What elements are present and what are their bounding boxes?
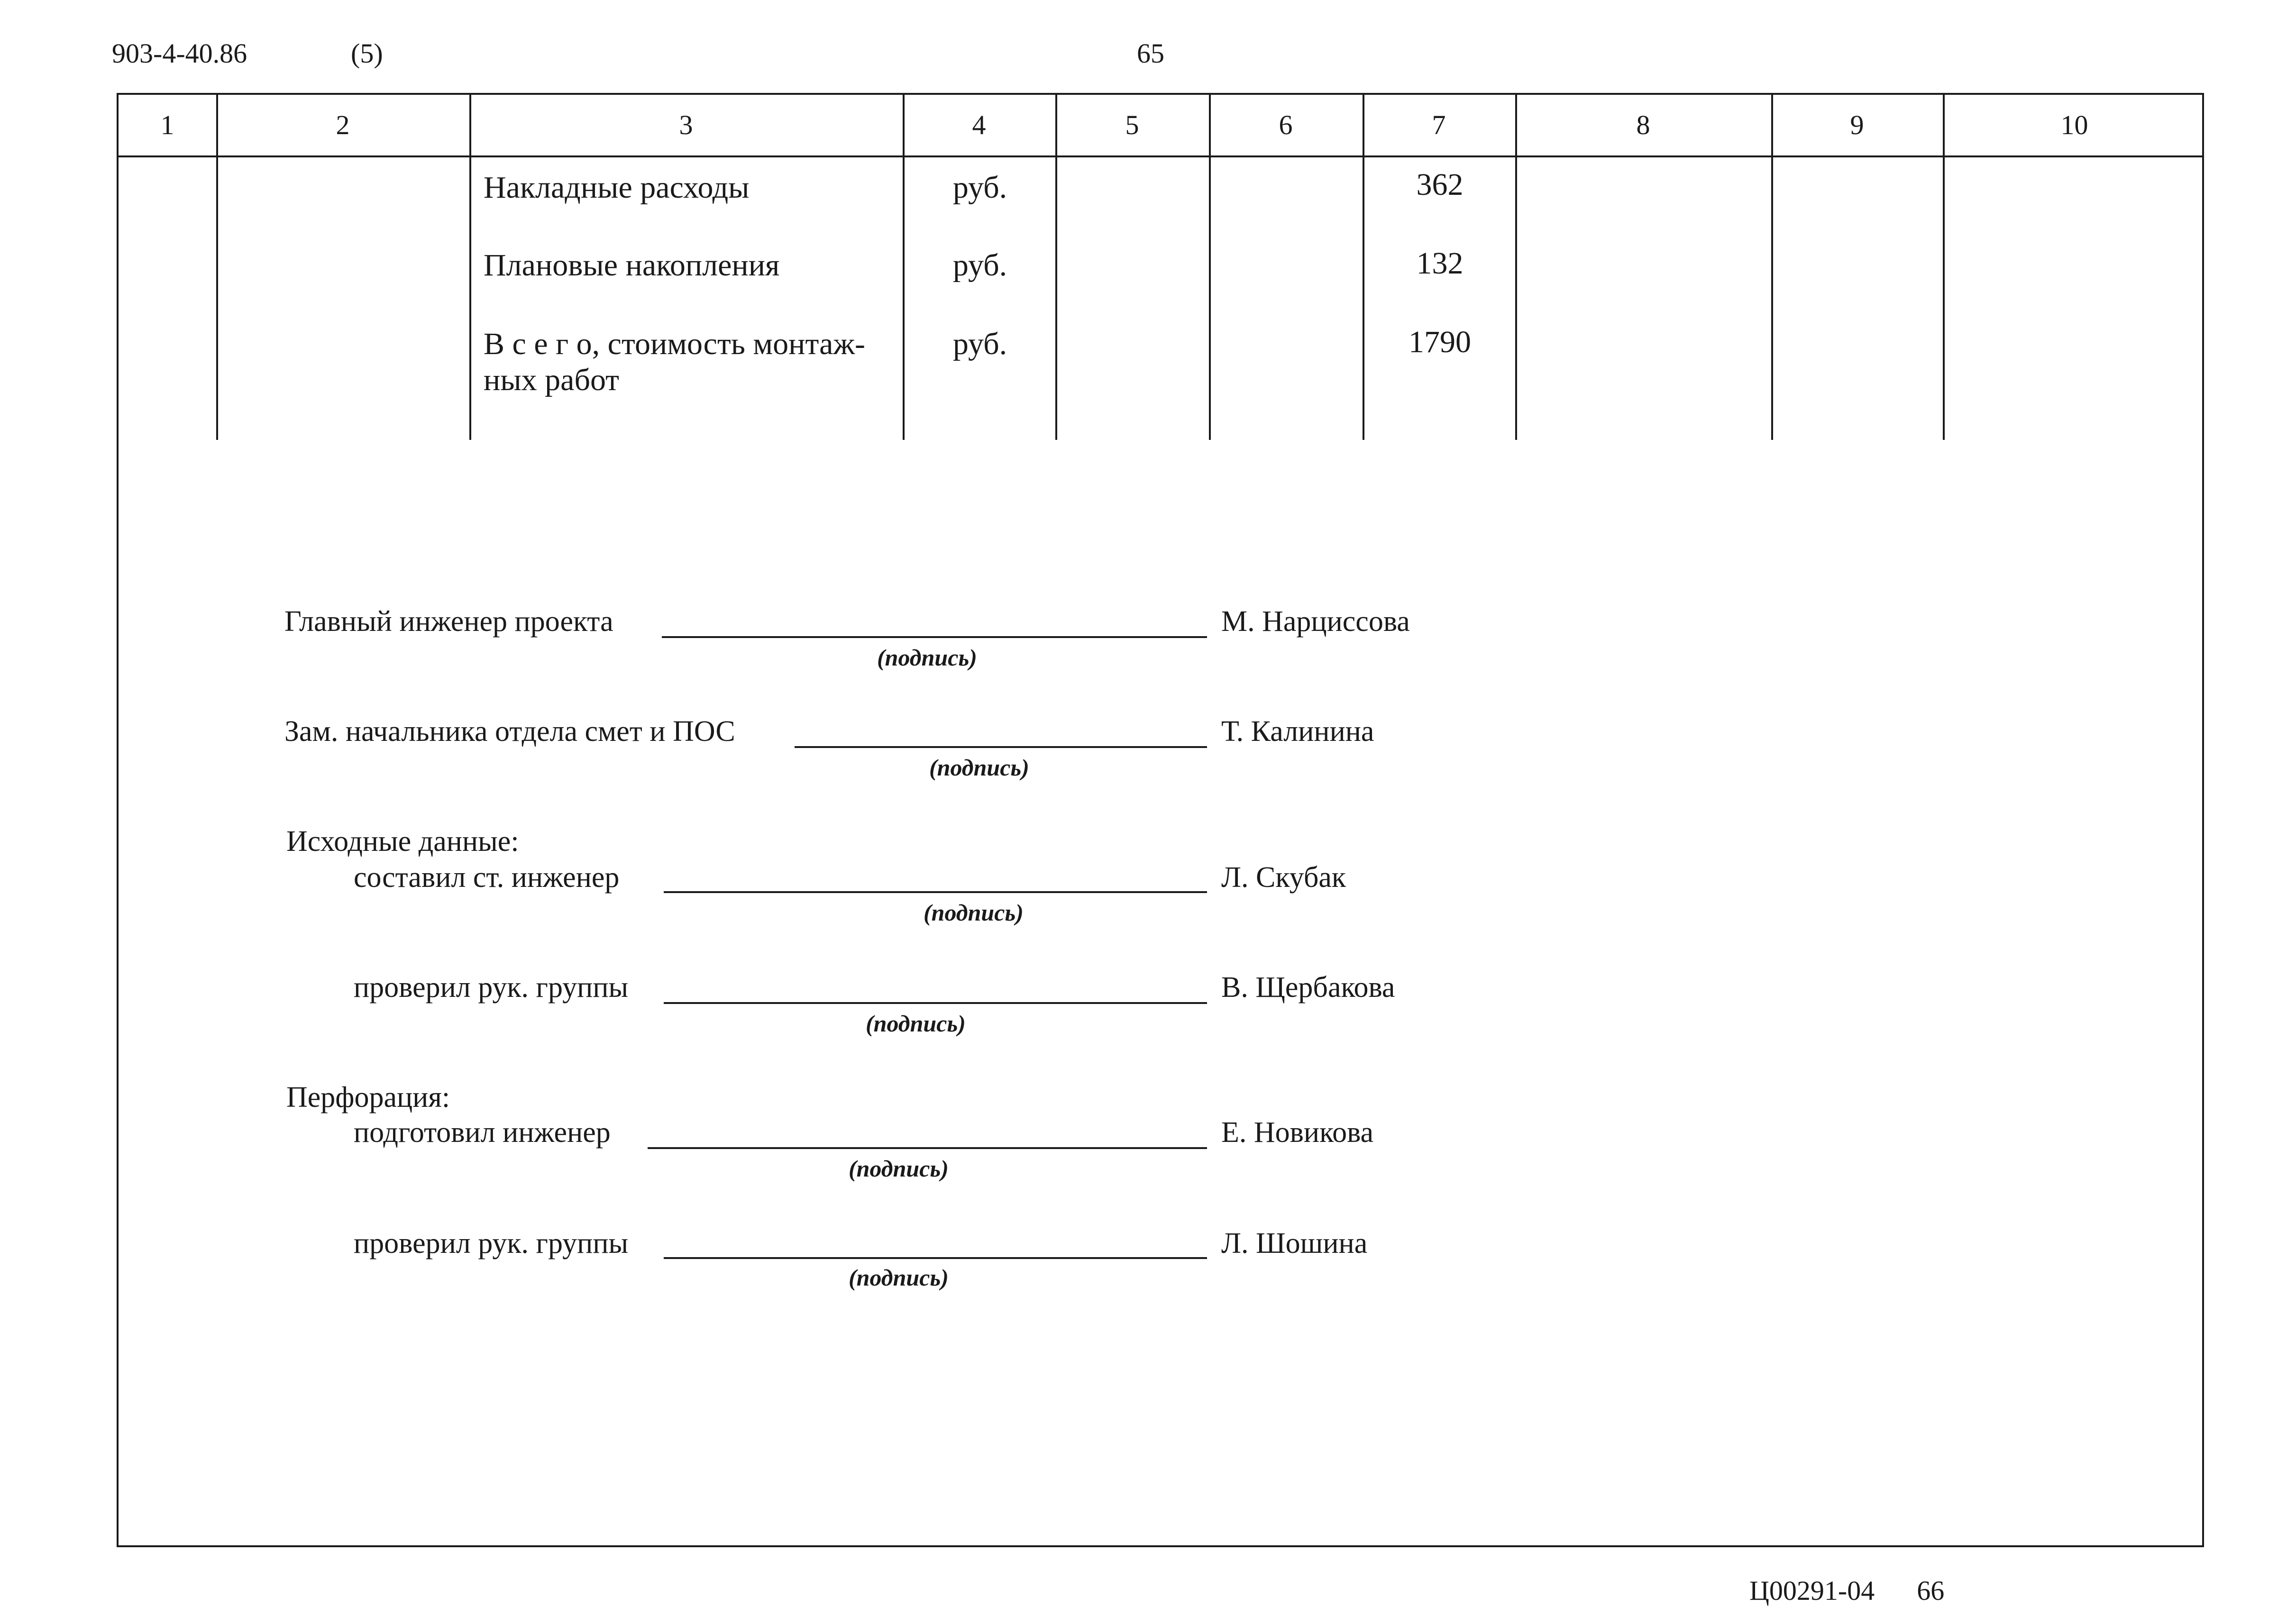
signature-line bbox=[664, 1257, 1207, 1259]
column-header-10: 10 bbox=[2060, 109, 2088, 140]
signature-caption: (подпись) bbox=[849, 1155, 949, 1182]
signature-caption: (подпись) bbox=[866, 1010, 966, 1037]
signature-caption: (подпись) bbox=[924, 899, 1024, 926]
prepared-name: Е. Новикова bbox=[1221, 1116, 1374, 1149]
signature-line bbox=[664, 1002, 1207, 1004]
prepared-label: подготовил инженер bbox=[354, 1116, 611, 1149]
signature-line bbox=[664, 891, 1207, 893]
chief-engineer-label: Главный инженер проекта bbox=[284, 605, 613, 638]
signature-caption: (подпись) bbox=[929, 754, 1029, 781]
signature-caption: (подпись) bbox=[877, 644, 977, 671]
signature-line bbox=[662, 636, 1207, 638]
signature-caption: (подпись) bbox=[849, 1264, 949, 1291]
chief-engineer-name: М. Нарциссова bbox=[1221, 605, 1410, 638]
document-code: 903-4-40.86 bbox=[112, 38, 247, 69]
column-header-2: 2 bbox=[336, 109, 350, 140]
perforation-checked-name: Л. Шошина bbox=[1221, 1227, 1368, 1259]
sheet-number: (5) bbox=[351, 38, 383, 69]
deputy-head-name: Т. Калинина bbox=[1221, 715, 1374, 748]
column-header-5: 5 bbox=[1125, 109, 1139, 140]
column-header-3: 3 bbox=[679, 109, 693, 140]
perforation-heading: Перфорация: bbox=[286, 1081, 450, 1113]
column-header-9: 9 bbox=[1850, 109, 1864, 140]
column-header-7: 7 bbox=[1432, 109, 1446, 140]
row-value: 132 bbox=[1416, 246, 1464, 281]
page-frame bbox=[117, 93, 2204, 1547]
page-number: 65 bbox=[1137, 38, 1164, 69]
column-header-6: 6 bbox=[1279, 109, 1293, 140]
compiled-label: составил ст. инженер bbox=[354, 861, 620, 894]
row-unit: руб. bbox=[952, 327, 1007, 361]
footer-doc-code: Ц00291-04 bbox=[1749, 1575, 1875, 1606]
column-header-8: 8 bbox=[1636, 109, 1650, 140]
row-name-continued: ных работ bbox=[484, 363, 620, 397]
compiled-name: Л. Скубак bbox=[1221, 861, 1346, 894]
row-unit: руб. bbox=[952, 248, 1007, 283]
deputy-head-label: Зам. начальника отдела смет и ПОС bbox=[284, 715, 735, 748]
footer-page-number: 66 bbox=[1917, 1575, 1945, 1606]
column-header-4: 4 bbox=[972, 109, 986, 140]
signature-line bbox=[648, 1147, 1207, 1149]
row-value: 362 bbox=[1416, 167, 1464, 202]
footer-code bbox=[1749, 1575, 1944, 1606]
checked-label: проверил рук. группы bbox=[354, 971, 629, 1004]
row-name: В с е г о, стоимость монтаж- bbox=[484, 327, 866, 361]
row-unit: руб. bbox=[952, 170, 1007, 205]
signature-line bbox=[795, 746, 1207, 748]
checked-name: В. Щербакова bbox=[1221, 971, 1395, 1004]
column-header-1: 1 bbox=[160, 109, 174, 140]
row-name: Накладные расходы bbox=[484, 170, 750, 205]
row-value: 1790 bbox=[1409, 325, 1471, 359]
perforation-checked-label: проверил рук. группы bbox=[354, 1227, 629, 1259]
table-header-divider bbox=[119, 155, 2202, 157]
row-name: Плановые накопления bbox=[484, 248, 780, 283]
source-data-heading: Исходные данные: bbox=[286, 825, 519, 858]
